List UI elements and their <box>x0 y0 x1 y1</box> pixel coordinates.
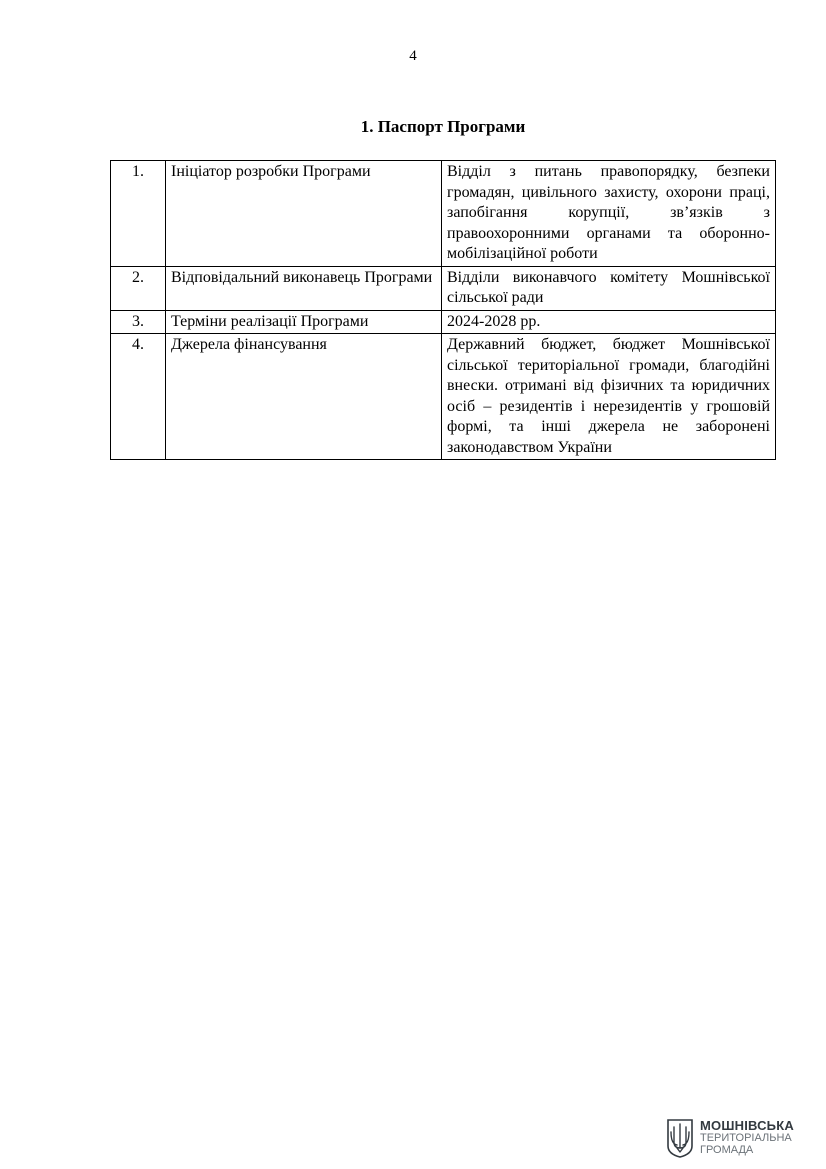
row-value: 2024-2028 рр. <box>442 310 776 334</box>
row-number: 3. <box>111 310 166 334</box>
logo-line-1: МОШНІВСЬКА <box>700 1118 794 1133</box>
table-row <box>111 266 776 310</box>
row-value: Державний бюджет, бюджет Мошнівської сільської територіальної громади, благодійні внески. отримані від фізичних та юридичних осіб – резидентів і нерезидентів у грошовій формі, та інші джерела не заборонені законодавством України <box>442 334 776 460</box>
row-value: Відділ з питань правопорядку, безпеки громадян, цивільного захисту, охорони праці, запобігання корупції, зв’язків з правоохоронними органами та оборонно-мобілізаційної роботи <box>442 161 776 267</box>
trident-icon <box>666 1118 694 1158</box>
page-title: 1. Паспорт Програми <box>360 117 526 136</box>
page-number: 4 <box>409 48 417 64</box>
table-row <box>111 310 776 334</box>
row-number: 2. <box>111 266 166 310</box>
row-name: Терміни реалізації Програми <box>166 310 442 334</box>
row-number: 1. <box>111 161 166 267</box>
passport-table <box>110 160 776 460</box>
row-name: Ініціатор розробки Програми <box>166 161 442 267</box>
community-logo <box>666 1116 816 1160</box>
table-row <box>111 334 776 460</box>
row-value: Відділи виконавчого комітету Мошнівської сільської ради <box>442 266 776 310</box>
row-name: Джерела фінансування <box>166 334 442 460</box>
table-row <box>111 161 776 267</box>
row-name: Відповідальний виконавець Програми <box>166 266 442 310</box>
logo-line-2: ТЕРИТОРІАЛЬНА <box>700 1132 792 1144</box>
logo-line-3: ГРОМАДА <box>700 1144 754 1156</box>
row-number: 4. <box>111 334 166 460</box>
